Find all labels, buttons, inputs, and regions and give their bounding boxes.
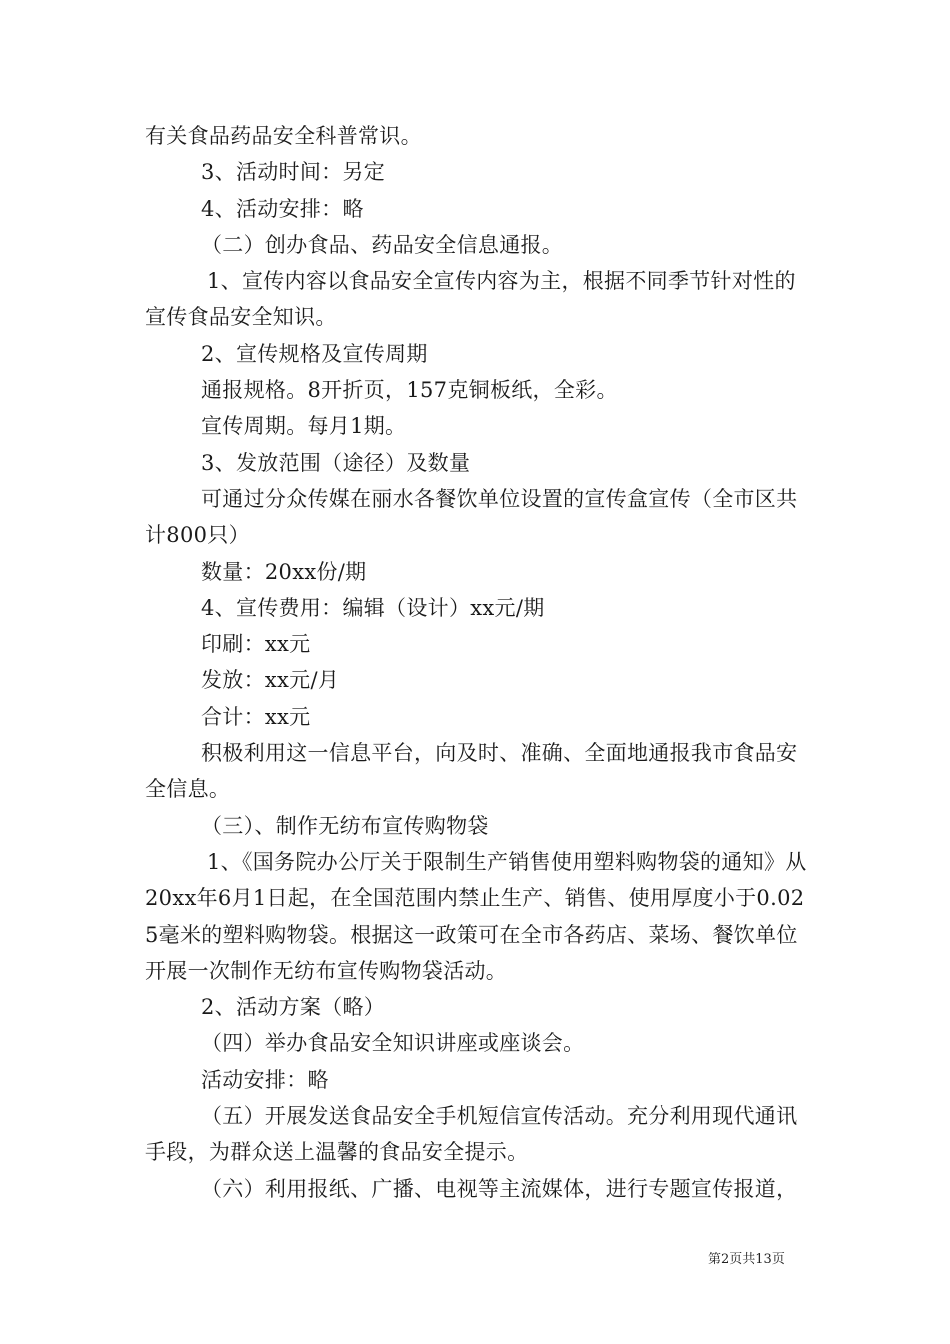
paragraph: 1、《国务院办公厅关于限制生产销售使用塑料购物袋的通知》从20xx年6月1日起，在全国范围内禁止生产、销售、使用厚度小于0.025毫米的塑料购物袋。根据这一政策可在全市各药店、菜场、餐饮单位开展一次制作无纺布宣传购物袋活动。 bbox=[145, 849, 807, 983]
paragraph: （六）利用报纸、广播、电视等主流媒体，进行专题宣传报道， bbox=[201, 1176, 798, 1201]
paragraph: 发放：xx元/月 bbox=[201, 668, 340, 693]
paragraph: 合计：xx元 bbox=[201, 704, 311, 729]
paragraph: 3、活动时间：另定 bbox=[201, 160, 386, 185]
paragraph: 印刷：xx元 bbox=[201, 632, 311, 657]
paragraph: 4、宣传费用：编辑（设计）xx元/期 bbox=[201, 595, 545, 620]
paragraph: （三）、制作无纺布宣传购物袋 bbox=[201, 813, 489, 838]
paragraph: 通报规格。8开折页，157克铜板纸，全彩。 bbox=[201, 378, 618, 403]
paragraph: 数量：20xx份/期 bbox=[201, 559, 367, 584]
paragraph: 活动安排：略 bbox=[201, 1067, 329, 1092]
document-body bbox=[145, 118, 810, 1207]
paragraph: 积极利用这一信息平台，向及时、准确、全面地通报我市食品安全信息。 bbox=[145, 741, 798, 802]
page-number-footer: 第2页共13页 bbox=[708, 1252, 785, 1267]
paragraph: 有关食品药品安全科普常识。 bbox=[145, 124, 422, 148]
paragraph: 4、活动安排：略 bbox=[201, 196, 364, 221]
paragraph: 2、活动方案（略） bbox=[201, 995, 386, 1020]
paragraph: 1、宣传内容以食品安全宣传内容为主，根据不同季节针对性的宣传食品安全知识。 bbox=[145, 269, 796, 330]
paragraph: 2、宣传规格及宣传周期 bbox=[201, 341, 428, 366]
paragraph: （五）开展发送食品安全手机短信宣传活动。充分利用现代通讯手段，为群众送上温馨的食品安全提示。 bbox=[145, 1104, 798, 1165]
paragraph: 宣传周期。每月1期。 bbox=[201, 414, 407, 439]
paragraph: 可通过分众传媒在丽水各餐饮单位设置的宣传盒宣传（全市区共计800只） bbox=[145, 486, 798, 548]
paragraph: （二）创办食品、药品安全信息通报。 bbox=[201, 232, 564, 257]
paragraph: （四）举办食品安全知识讲座或座谈会。 bbox=[201, 1031, 585, 1056]
paragraph: 3、发放范围（途径）及数量 bbox=[201, 450, 471, 475]
